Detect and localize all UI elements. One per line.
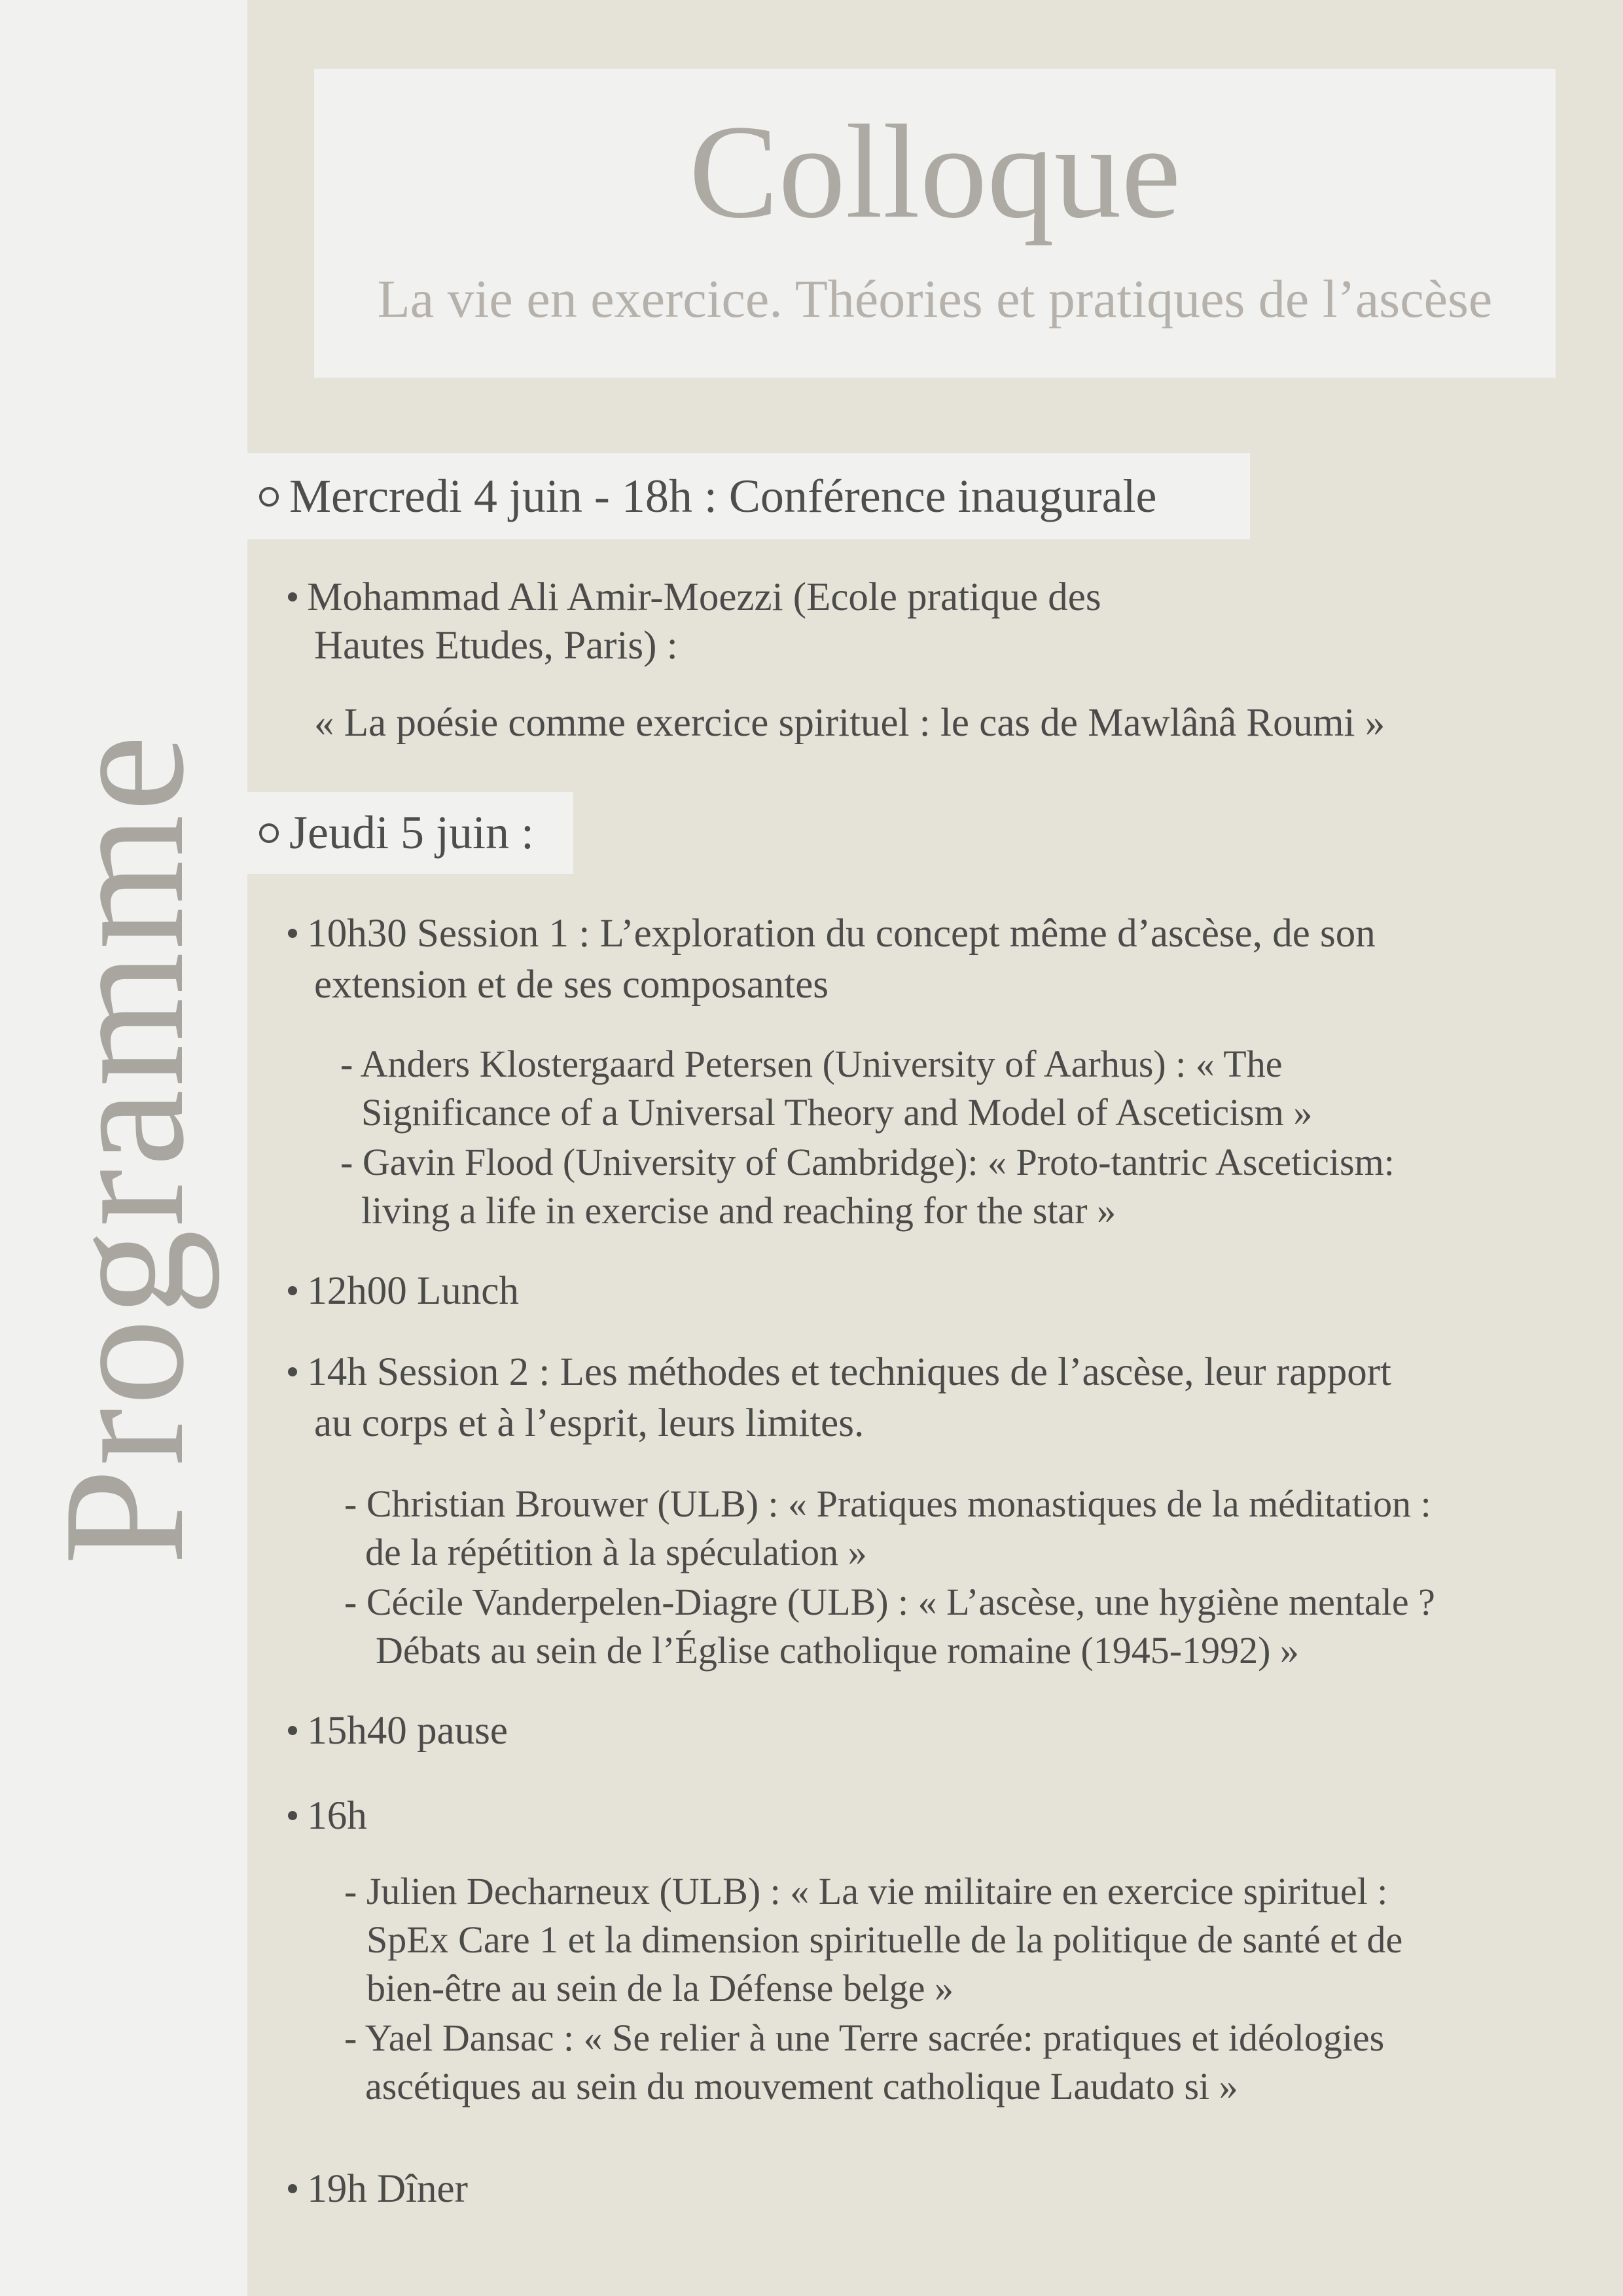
talk-item-cont: Significance of a Universal Theory and Model of Asceticism » bbox=[361, 1091, 1313, 1134]
sidebar bbox=[0, 0, 247, 2296]
talk-item-cont: de la répétition à la spéculation » bbox=[365, 1531, 867, 1573]
page-title: Colloque bbox=[688, 98, 1181, 246]
day-heading-text: Mercredi 4 juin - 18h : Conférence inaugurale bbox=[289, 470, 1157, 522]
sidebar-title: Programme bbox=[28, 732, 220, 1566]
talk-item: - Julien Decharneux (ULB) : « La vie militaire en exercice spirituel : bbox=[344, 1870, 1388, 1912]
talk-item: - Yael Dansac : « Se relier à une Terre sacrée: pratiques et idéologies bbox=[344, 2017, 1385, 2059]
bullet-icon bbox=[288, 929, 297, 938]
bullet-icon bbox=[288, 2184, 297, 2193]
day-heading-wednesday bbox=[247, 453, 1250, 539]
circle-bullet-icon bbox=[259, 487, 279, 507]
title-box bbox=[314, 69, 1556, 378]
dinner-text: 19h Dîner bbox=[307, 2167, 468, 2211]
bullet-icon bbox=[288, 1726, 297, 1735]
day-heading-text: Jeudi 5 juin : bbox=[289, 806, 534, 859]
circle-bullet-icon bbox=[259, 823, 279, 843]
list-item bbox=[288, 1793, 367, 1839]
bullet-icon bbox=[288, 1286, 297, 1295]
list-item bbox=[288, 1708, 508, 1754]
day-heading-thursday bbox=[247, 792, 573, 874]
talk-item: - Christian Brouwer (ULB) : « Pratiques monastiques de la méditation : bbox=[344, 1482, 1431, 1525]
session-text: 10h30 Session 1 : L’exploration du concept même d’ascèse, de son bbox=[307, 912, 1376, 956]
bullet-icon bbox=[288, 592, 297, 601]
talk-item: - Cécile Vanderpelen-Diagre (ULB) : « L’ascèse, une hygiène mentale ? bbox=[344, 1581, 1435, 1623]
talk-item-cont: bien-être au sein de la Défense belge » bbox=[366, 1967, 954, 2009]
session-text-cont: au corps et à l’esprit, leurs limites. bbox=[314, 1401, 865, 1445]
talk-item-cont: Débats au sein de l’Église catholique romaine (1945-1992) » bbox=[376, 1629, 1299, 1672]
talk-item: - Gavin Flood (University of Cambridge): « Proto-tantric Asceticism: bbox=[340, 1141, 1395, 1183]
list-item bbox=[288, 575, 1101, 620]
talk-item: - Anders Klostergaard Petersen (University of Aarhus) : « The bbox=[340, 1043, 1283, 1085]
session-text-cont: extension et de ses composantes bbox=[314, 963, 829, 1007]
talk-item-cont: living a life in exercise and reaching for the star » bbox=[361, 1189, 1116, 1232]
list-item bbox=[288, 2166, 468, 2212]
page-subtitle: La vie en exercice. Théories et pratiques de l’ascèse bbox=[377, 269, 1493, 329]
bullet-icon bbox=[288, 1811, 297, 1820]
talk-item-cont: ascétiques au sein du mouvement catholique Laudato si » bbox=[365, 2065, 1238, 2108]
pause-text: 15h40 pause bbox=[307, 1709, 508, 1753]
speaker-text-cont: Hautes Etudes, Paris) : bbox=[314, 624, 678, 668]
slot-text: 16h bbox=[307, 1794, 367, 1838]
list-item bbox=[288, 1350, 1391, 1395]
list-item bbox=[288, 911, 1376, 957]
talk-item-cont: SpEx Care 1 et la dimension spirituelle de la politique de santé et de bbox=[366, 1918, 1403, 1961]
list-item bbox=[288, 1268, 519, 1314]
lunch-text: 12h00 Lunch bbox=[307, 1269, 519, 1313]
session-text: 14h Session 2 : Les méthodes et techniques de l’ascèse, leur rapport bbox=[307, 1350, 1391, 1394]
talk-title: « La poésie comme exercice spirituel : le cas de Mawlânâ Roumi » bbox=[314, 701, 1385, 745]
speaker-text: Mohammad Ali Amir-Moezzi (Ecole pratique des bbox=[307, 575, 1101, 619]
bullet-icon bbox=[288, 1367, 297, 1376]
